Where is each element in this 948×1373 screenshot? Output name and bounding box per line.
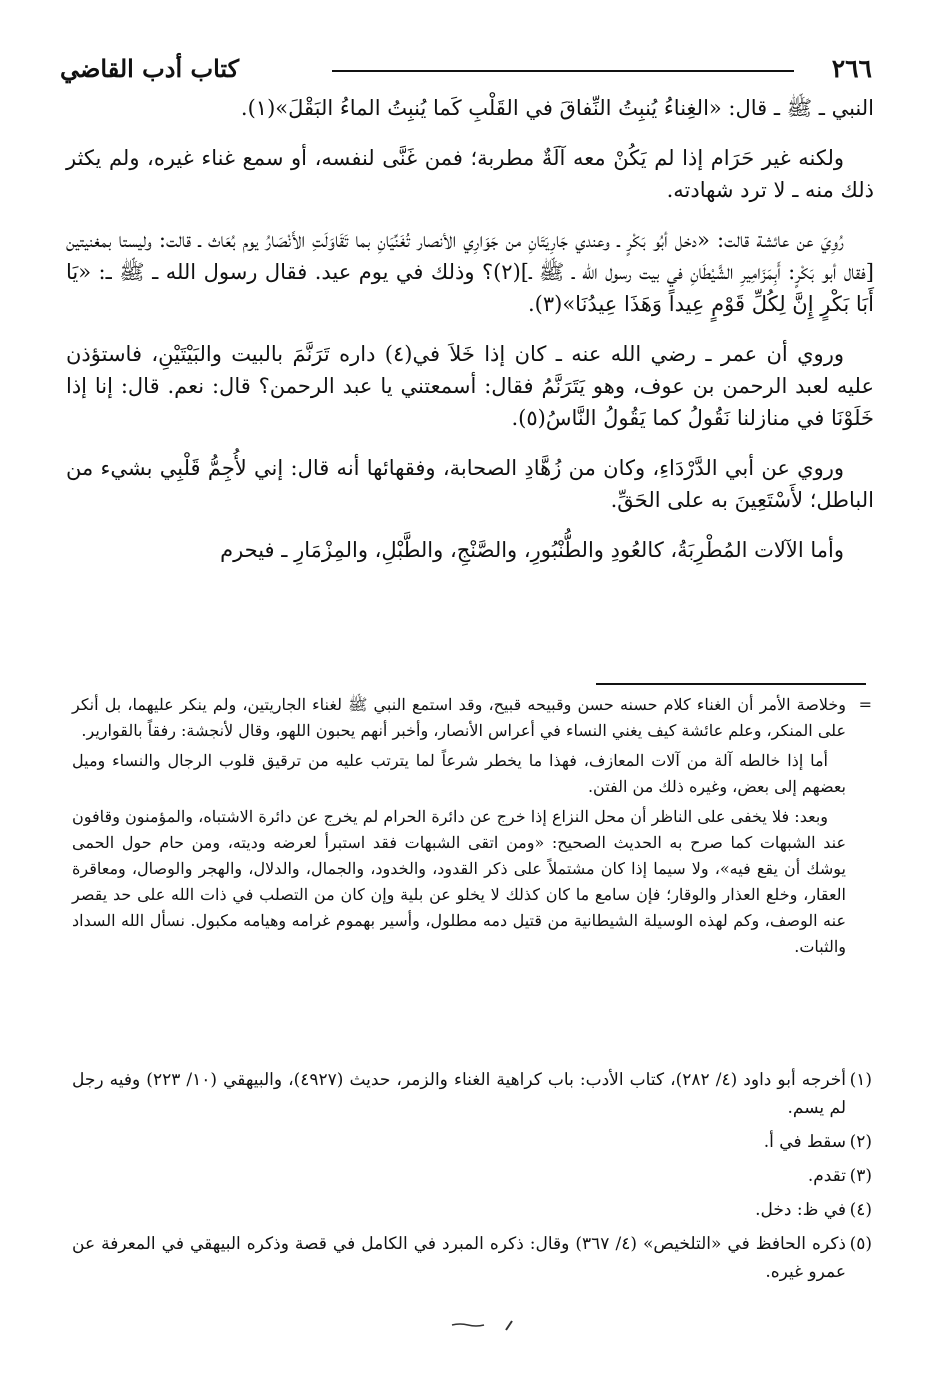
footnote-number: (٢) [849,1132,872,1152]
footnote-divider [596,683,866,685]
footnote [72,1196,872,1224]
main-paragraph: وروي أن عمر ـ رضي الله عنه ـ كان إذا خَلاَ في(٤) داره تَرَنَّمَ بالبيت والبَيْتَيْنِ، فاستؤذن عليه لعبد الرحمن بن عوف، وهو يَتَرَنَّمُ فقال: أسمعتني يا عبد الرحمن؟ قال: نعم. قال: إنا إذا خَلَوْنَا في منازلنا نَقُولُ كما يَقُولُ النَّاسُ(٥). [66,342,874,430]
footnote-number: (١) [849,1070,872,1090]
footnote-text: أخرجه أبو داود (٤/ ٢٨٢)، كتاب الأدب: باب كراهية الغناء والزمر، حديث (٤٩٢٧)، والبيهقي (١٠/ ٢٢٣) وفيه رجل لم يسم. [72,1070,846,1118]
scan-smudge [448,1318,528,1332]
footnote-text: في ظ: دخل. [755,1200,846,1220]
main-paragraph: ولكنه غير حَرَام إذا لم يَكُنْ معه آلَةٌ مطربة؛ فمن غَنَّى لنفسه، أو سمع غناء غيره، ولم يكثر ذلك منه ـ لا ترد شهادته. [66,146,874,202]
footnote-text: سقط في أ. [763,1132,846,1152]
continuation-mark: = [858,695,872,714]
footnote-list [72,1066,872,1292]
footnote [72,1230,872,1286]
page-header [60,52,872,88]
main-paragraph: رُوِيَ عن عائشة قالت: «دخل أبُو بَكْرٍ ـ وعندي جَارِيَتَانِ من جَوَارِي الأنصار تُغَنِّيَانِ بما تَقَاوَلَتِ الأَنْصَارُ يوم بُعَاث ـ قالت: وليستا بمغنيتين [فقال أبو بَكْرٍ: أَبِمَزَامِيرِ الشَّيْطَانِ في بيت رسول الله ـ ﷺ ـ](٢)؟ وذلك في يوم عيد. فقال رسول الله ـ ﷺ ـ: «يَا أَبَا بَكْرٍ إِنَّ لِكُلِّ قَوْمٍ عِيداً وَهَذَا عِيدُنَا»(٣). [66,228,874,316]
footnote-number: (٣) [849,1166,872,1186]
main-paragraph: وأما الآلات المُطْرِبَةُ، كالعُودِ والطُّنْبُورِ، والصَّنْجِ، والطَّبْلِ، والمِزْمَارِ ـ فيحرم [220,538,844,562]
footnote-number: (٤) [849,1200,872,1220]
main-paragraph: وروي عن أبي الدَّرْدَاءِ، وكان من زُهَّادِ الصحابة، وفقهائها أنه قال: إني لأُجِمُّ قَلْبِي بشيء من الباطل؛ لأَسْتَعِينَ به على الحَقِّ. [66,456,874,512]
footnote [72,1128,872,1156]
footnote-text: أما إذا خالطه آلة من آلات المعازف، فهذا ما يخطر شرعاً لما يترتب عليه من ترقيق قلوب الرجال والنساء وميل بعضهم إلى بعض، وغيره ذلك من الفتن. [72,751,846,796]
running-title: كتاب أدب القاضي [60,54,240,83]
header-rule [332,70,794,72]
main-paragraph: النبي ـ ﷺ ـ قال: «الغِناءُ يُنبِتُ النِّفاقَ في القَلْبِ كَما يُنبِتُ الماءُ البَقْلَ»(١). [240,96,874,120]
footnote-text: تقدم. [807,1166,846,1186]
footnote-text: وبعد: فلا يخفى على الناظر أن محل النزاع إذا خرج عن دائرة الحرام لم يخرج عن دائرة الاشتباه، والمؤمنون وقافون عند الشبهات كما صرح به الحديث الصحيح: «ومن اتقى الشبهات فقد استبرأ لعرضه وديته، ومن حام حول الحمى يوشك أن يقع فيه»، ولا سيما إذا كان مشتملاً على ذكر القدود، والخدود، والجمال، والدلال، والهجر والوصال، ومعاقرة العقار، وخلع العذار والوقار؛ فإن سامع ما كان كذلك لا يخلو عن بلية وإن كان من التصلب في ذات الله على حد يقصر عنه الوصف، وكم لهذه الوسيلة الشيطانية من قتيل دمه مطلول، وأسير بهموم غرامه وهيامه مكبول. نسأل الله السداد والثبات. [72,807,846,956]
footnote [72,1162,872,1190]
footnote-text: ذكره الحافظ في «التلخيص» (٤/ ٣٦٧) وقال: ذكره المبرد في الكامل في قصة وذكره البيهقي في المعرفة عن عمرو غيره. [72,1234,846,1282]
footnote [72,1066,872,1122]
footnote-number: (٥) [849,1234,872,1254]
main-text [66,92,874,584]
footnote-continuation [72,692,872,964]
footnote-text: وخلاصة الأمر أن الغناء كلام حسنه حسن وقبيحه قبيح، وقد استمع النبي ﷺ لغناء الجاريتين، ولم ينكر عليهما، بل أنكر على المنكر، وعلم عائشة كيف يغني النساء في أعراس الأنصار، وأخبر أنهم يحبون اللهو، وقال لأنجشة: رفقاً بالقوارير. [72,695,847,740]
page-number: ٢٦٦ [831,54,872,83]
